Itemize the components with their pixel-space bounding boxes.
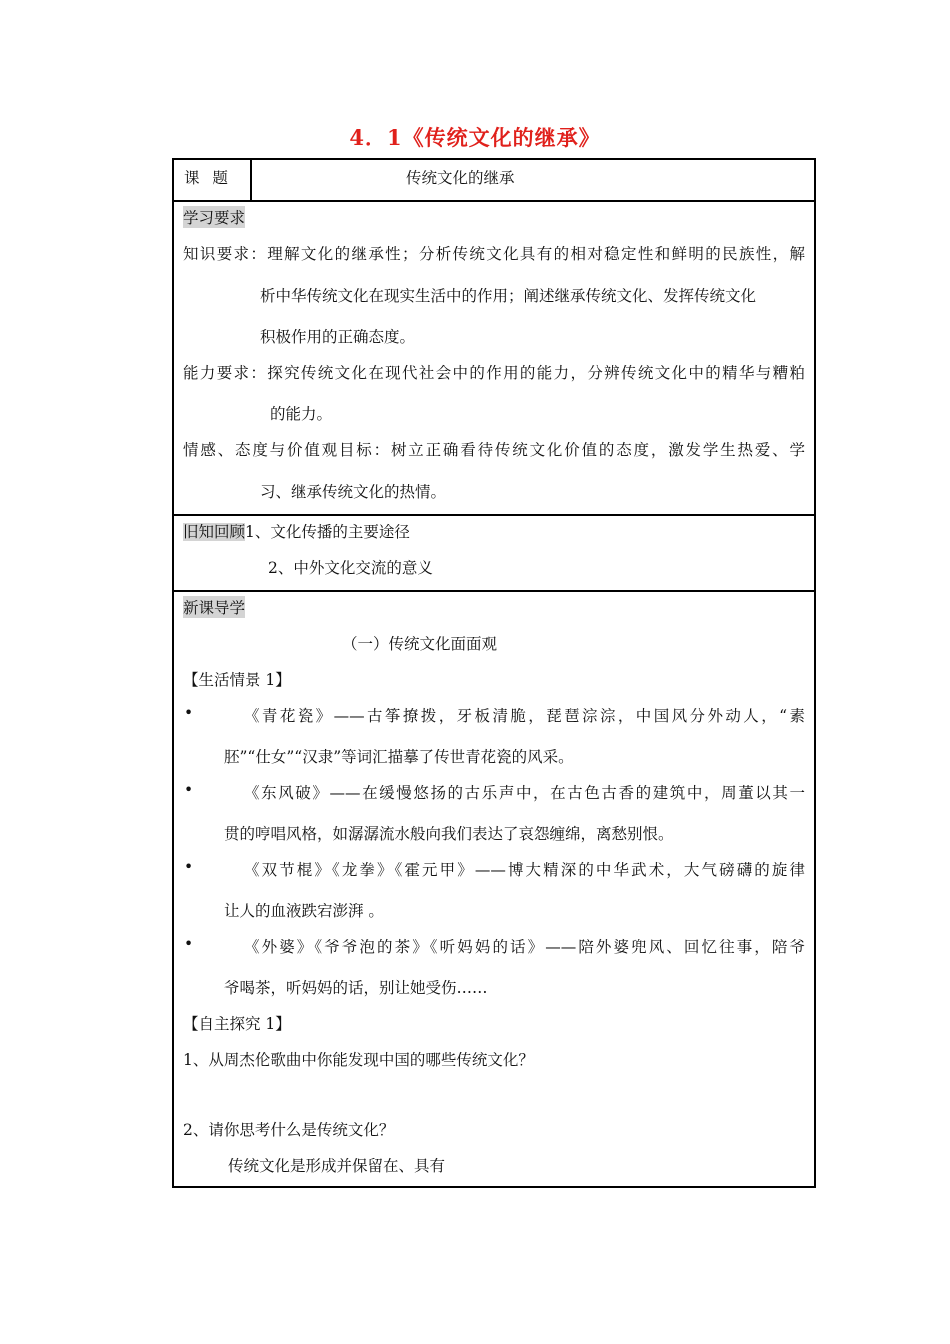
question-1: 1、从周杰伦歌曲中你能发现中国的哪些传统文化？ [183, 1051, 534, 1069]
review-line1 [183, 520, 410, 542]
ability-requirement-line2: 的能力。 [270, 405, 333, 423]
review-heading: 旧知回顾 [183, 523, 246, 541]
requirements-section [172, 200, 816, 516]
emotion-goal-line1: 情感、态度与价值观目标：树立正确看待传统文化价值的态度，激发学生热爱、学 [183, 441, 805, 459]
topic-row [172, 158, 816, 202]
emotion-goal-line2: 习、继承传统文化的热情。 [260, 483, 447, 501]
topic-value: 传统文化的继承 [406, 169, 515, 187]
bullet-dot: • [184, 935, 194, 953]
bullet-2-line1: 《东风破》——在缓慢悠扬的古乐声中，在古色古香的建筑中，周董以其一 [244, 784, 805, 802]
review-item-2: 2、中外文化交流的意义 [268, 559, 433, 577]
bullet-3-line1: 《双节棍》《龙拳》《霍元甲》——博大精深的中华武术，大气磅礴的旋律 [244, 861, 805, 879]
new-lesson-heading: 新课导学 [183, 596, 245, 618]
topic-label: 课 题 [184, 169, 232, 187]
answer-start: 传统文化是形成并保留在、具有 [228, 1157, 446, 1175]
bullet-1-line2: 胚”“仕女”“汉隶”等词汇描摹了传世青花瓷的风采。 [224, 748, 574, 766]
bullet-dot: • [184, 704, 194, 722]
bullet-3-line2: 让人的血液跌宕澎湃 。 [224, 902, 384, 920]
section-title: （一）传统文化面面观 [342, 635, 498, 653]
bullet-1-line1: 《青花瓷》——古筝撩拨，牙板清脆，琵琶淙淙，中国风分外动人，“素 [244, 707, 805, 725]
knowledge-requirement-line3: 积极作用的正确态度。 [260, 328, 416, 346]
explore-heading: 【自主探究 1】 [183, 1015, 291, 1033]
document-title: 4．1《传统文化的继承》 [349, 125, 601, 150]
ability-requirement-line1: 能力要求：探究传统文化在现代社会中的作用的能力，分辨传统文化中的精华与糟粕 [183, 364, 805, 382]
bullet-dot: • [184, 858, 194, 876]
knowledge-requirement-line2: 析中华传统文化在现实生活中的作用；阐述继承传统文化、发挥传统文化 [260, 287, 757, 305]
scene-heading: 【生活情景 1】 [183, 671, 291, 689]
requirements-heading: 学习要求 [183, 206, 245, 228]
cell-divider [250, 160, 252, 200]
question-2: 2、请你思考什么是传统文化？ [183, 1121, 395, 1139]
bullet-2-line2: 贯的哼唱风格，如潺潺流水般向我们表达了哀怨缠绵，离愁别恨。 [224, 825, 674, 843]
bullet-4-line2: 爷喝茶，听妈妈的话，别让她受伤…… [224, 979, 488, 997]
review-section [172, 514, 816, 592]
knowledge-requirement-line1: 知识要求：理解文化的继承性；分析传统文化具有的相对稳定性和鲜明的民族性，解 [183, 245, 805, 263]
new-lesson-section [172, 590, 816, 1188]
bullet-4-line1: 《外婆》《爷爷泡的茶》《听妈妈的话》——陪外婆兜风、回忆往事，陪爷 [244, 938, 805, 956]
review-item-1: 1、文化传播的主要途径 [245, 523, 410, 541]
bullet-dot: • [184, 781, 194, 799]
